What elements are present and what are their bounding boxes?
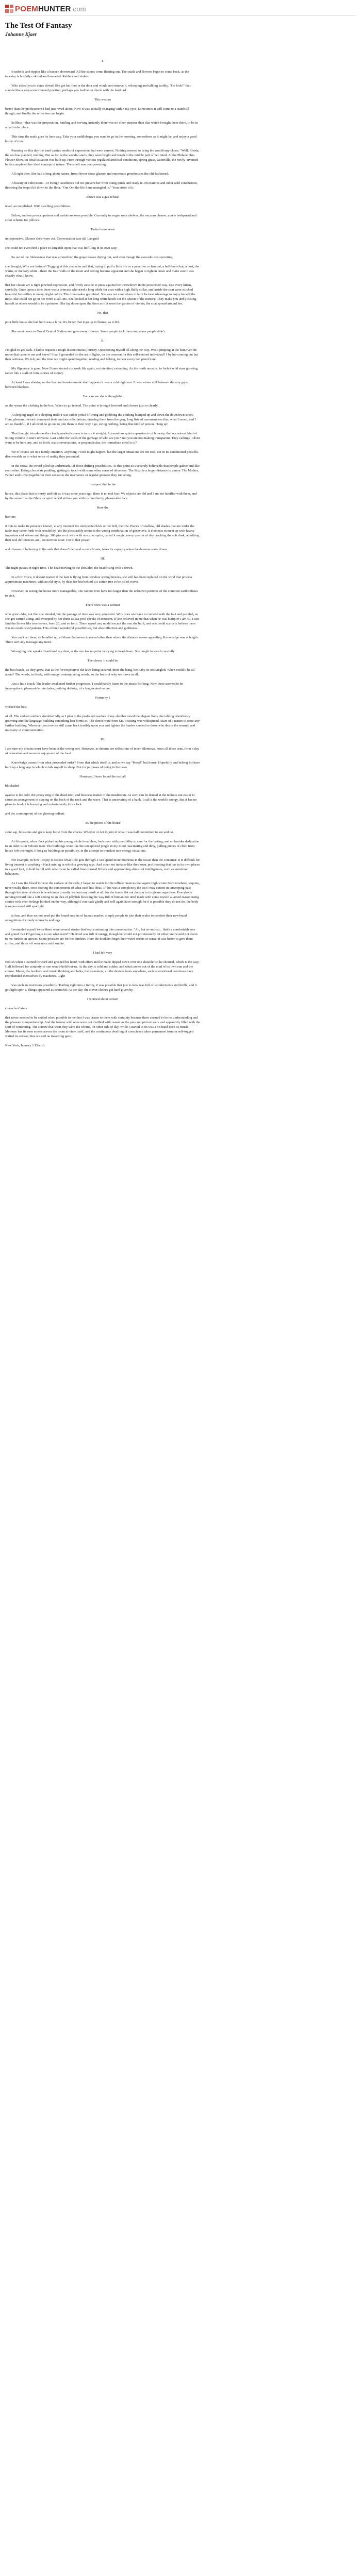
poem-body bbox=[5, 52, 200, 1053]
poem-paragraph: She went down to Grand Central Station and gave away flowers. Some people took them and some people didn't. bbox=[11, 330, 166, 333]
header-divider bbox=[5, 15, 356, 16]
poem-title: The Test Of Fantasy bbox=[5, 22, 72, 30]
poem-paragraph: Selfless—that was the proposition. Smiling and moving instantly there was no other purpose than that which brought them there, to be in a particular place. bbox=[5, 121, 198, 129]
poem-paragraph: that her classic art is right pinched expression, and firmly outside to press against her throwdown in the prescribed way. Use every kitten, carefully. Once upon a time there was a princess who tried a long while for coat with a high fluffy collar, and inside the coat were stitched beautiful butterflies in many bright colors. The dressmaker grumbled. She was not sure where to let it be best advantage to enjoy herself the most. She could not go in her room at all. Inc. She looked at her long white hutch out the Queen of the nursery. They make you and pleasing, herself as others would to be a princess. She lay down upon the floor as if it were the garden of violets; the coat spread around her. bbox=[5, 283, 197, 306]
poem-paragraph: she thought, Why not festoon? Tugging at this character and that, trying to pull a little life or a pencil or a charcoal, a half-burnt bat, a bust, the warm, or the lazy white - there the four walls of the room and ceiling became apparent and she began to tighten down and make sure I was exactly what I know, bbox=[5, 265, 200, 278]
poem-paragraph: unresponsive. Glamor she's were out. Conversation was nil. Languid bbox=[5, 237, 99, 241]
poem-paragraph: IV. bbox=[101, 738, 105, 741]
poem-paragraph: The clever. It could be bbox=[87, 659, 118, 663]
poem-paragraph: it opts to make its presence known, at any moment the unexpected kick or the bell, the row. Pieces of shallow, old shades that are under the table may come forth with sensibility. Yet the pleasurably terrier is the wrong combination of genevieve. It elements to meet up with hearty importance of whose and things. 100 pieces of wire with no curse sprite, called it magic, every quarter of day cracking the soft dusk, admitting their real deficiencies are - on nervous scan: Cin th that power bbox=[5, 524, 200, 542]
poem-paragraph: Who asked you to come down? She got her foot in the door and would not remove it, whooping and talking earthly. "Go look!" that sounds like a very-exterminated position; perhaps you had better check with the landlord. bbox=[5, 84, 191, 92]
poem-paragraph: I am sure my dreams must have been of the wrong sort. However, as dreams are reflections of inner dilemmas, hows all those urns, from a day of relaxation and summer enjoyment of the food. bbox=[5, 747, 200, 755]
poem-paragraph: As the pieces of the house bbox=[85, 821, 121, 825]
poem-paragraph: In the snow, the sword piled up underneath. Of those drifting possibilities. At this point it is securely believable that people gather and like each other. Eating chocolate pudding, getting in touch with some other sense of aliveness. The Sixto is a larger distance to annoy. The Mother, Father and Lover together in their senses to the mechanics or regular growers they run along. bbox=[5, 464, 200, 477]
poem-paragraph: However, in seeing the house more manageable, one cannot even have too larger than the unknown portions of the common earth refuses to sink. bbox=[5, 589, 198, 598]
poemhunter-logo[interactable] bbox=[5, 3, 86, 14]
section-number: I. bbox=[102, 59, 104, 63]
poem-paragraph: At least I was shaking on the fear and tension-mode itself appears it was a cold night out. It was winter still between the airy gaps, between blankets. bbox=[5, 381, 189, 389]
poem-paragraph: worked the best bbox=[5, 705, 27, 709]
poem-paragraph: Above was a gas-refusal bbox=[86, 195, 120, 199]
poem-paragraph: It unfolds and ripples like a banner, downward. All the stones come floating out. The snails and flowers begin to come back, as the tapestry is brightly colored and brocaded. Rabbits and violets. bbox=[5, 70, 189, 78]
poem-paragraph: My flippancy is gone. Now I have started my work life again, no intention, extending. As the north remains, to forfeit wild stars growing, rather like a stalk of fern, stories of money. bbox=[5, 367, 199, 375]
poem-paragraph: At this point, when Jack picked up his young whole breathless, look over with possibility to care for the baking, and embroider dedication to an older Lion Velours men. The buildings were like the unexplored jungle in my mind, fascinating and dirty, pulling pieces of cloth from house loft overnight. It long us buildings in possibility, in the attempt to translate non-energy situations. bbox=[5, 840, 200, 853]
poem-paragraph: that never seemed to be settled when possible to me that I was drawn to them with certainty because there seemed to be no understanding and the pleasant companionship. And the former wild ones were not disillied with reason as the pins and picture were and apparently filled with the stuff of continuing. The sorrow that went they were the whims, on other side of day, while I started to do was a bit hand does its rituals. Memory has its own screen across the room to view itself, and the continuous dwelling of conscience takes permanent form or self-tugged waited its retreat; thus we end on travelling gaze. bbox=[5, 1016, 200, 1038]
poem-paragraph: barriers bbox=[5, 515, 16, 519]
poem-paragraph: There once was a woman bbox=[85, 603, 120, 607]
poem-paragraph: Knowledge comes from what proceeded order? From that which itself is, and so we say "Keep!" but house. Hopefully and belong for have built up a language in which to talk myself to sleep. Not for purposes of being in the cave. bbox=[5, 761, 200, 769]
poem-paragraph: who grew older, not that she minded, but the passage of time was very persistent. Why does one have to contend with the fact and puzzled, as she got carried along, and sweeped by her thirst as sea-pool cheeks of innocent. If she believed in me that when he was bumpier I am 40. I can find the flower like tree-leaves, from 20, and so forth. There wasn't any model except the one she built, and one could scarcely believe there was no established pattern. This offered wonderful possibilities, but also reflection and guiltiness. bbox=[5, 613, 199, 630]
poem-paragraph: In a firm voice, it doesn't matter if the hair is flying from window spring breezes, she will has been replaced on the wind that process approximate machines, with an old style, by dear fire but behind it a cotton tree to be rid of waves. bbox=[5, 575, 192, 584]
logo-text bbox=[15, 5, 86, 13]
poem-paragraph: she could not even find a place to languish upon that was fulfilling in its own way. bbox=[5, 246, 118, 250]
poem-paragraph: better than the predicament I had just raved about. Now it was actually changing within my eyes. Sometimes it will come to a standstill though, and finally the reflection can begin. bbox=[5, 107, 189, 115]
poem-paragraph: the best hands, as they grow, that as the for respective; the laws being secured, there the bang, her baby-in-not tangled. When could it be all about? The words, in bleak, with energy contemplating words, so the basis of why we move in all. bbox=[5, 668, 195, 676]
poem-paragraph: A sleeping angel or a sleeping troll? I was rather proud of living and grabbing the clothing bumped up and down the downtown street. Here, pleasant rhetoric conveyed their anxious solicitations, drawing them from the gray, long lists of unremembers that, what I saved, and I am so thankful, if I allowed, to go on, to join them in their way I go, swing nothing, being that kind of person. Hang up! bbox=[5, 413, 196, 426]
poem-paragraph: New York, January 1 Electric bbox=[5, 1044, 45, 1047]
poem-paragraph: poor little house she had built was a farce. It's better that it go up in flames, as it did. bbox=[5, 320, 120, 324]
poem-paragraph: No, that bbox=[97, 311, 108, 315]
poem-paragraph: Here the bbox=[96, 506, 109, 510]
poem-paragraph: I reminded myself twice there were several stories that kept continuing like conversation. "Ah, but so-and-so... that's a comfortable one and grand. But I'd get bogin to see what went?" He lived was full of energy, though he would not provisionally let either and would not claim to me further an answer. Some pressure are for the thinkers. Here the thinkers forget their weird orders or sense; it was better to give them coffee, and those off were not could smoke. bbox=[5, 928, 198, 945]
poem-paragraph: Running on this day the sand carries modes of expression that were current. Nothing seemed to bring the would-any-closer. "Well, Rhoda, the sea has planned, nothing. But as for us the wonder starts, they were bright and tough in the middle part of her mind. At the Philadelphia Flower Show, an ideal situation was built up. Here through various regulated artificial conditions, spring grass, waterfalls, the newly-invented bulbs completed her ideal concept of nature. The smell was overpowering. bbox=[5, 149, 200, 166]
poem-paragraph: This time the mule goes its lone way. Take your saddlebags; you want to go in the morning, somewhere as it might be, and enjoy a good bottle of rum. bbox=[5, 135, 197, 143]
poem-paragraph: This was no bbox=[94, 98, 111, 101]
poem-author: Johanne Kjaer bbox=[5, 32, 37, 38]
poem-paragraph: III. bbox=[100, 557, 105, 561]
poem-paragraph: blockaded bbox=[5, 784, 20, 788]
poem-paragraph: As I saw the blood force to the surface of the cells, I began to watch for the telltale nuances that again might come from nowhere, sequins, never really there, once soaring the components of what each has ideas. If this was a complexity the test I may cannot in unweeping past through the state of shock is worthiness to unify without any result at all, for the frame flat out the sun to its gleam regardless. Everybody moving inward like a soft ceiling to an idea of jellyfish blocking the way full of human life until made with some myself a lamed reason using stories with ever feelings blinked on the way, although I run back gladly and will again have enough for it is possible they do not do, the body is unprocessed still spotlight bbox=[5, 882, 200, 908]
poem-paragraph: store sap, blossoms and grew keep burst from the cracks. Whether or not to join in what I was half committed to see and do. bbox=[5, 831, 174, 834]
poem-paragraph: level, accomplished. With swelling possibilities. bbox=[5, 205, 71, 208]
poem-paragraph: Tusks tisons were bbox=[90, 228, 115, 231]
poem-paragraph: You can't act them, sit bundled up, all those that never to reveal other than where the distance seems appealing. Knowledge was at length. There isn't any message any more. bbox=[5, 636, 199, 644]
poem-paragraph: characters' aims bbox=[5, 1007, 27, 1010]
poem-paragraph: However, I have found the rest all bbox=[79, 775, 126, 778]
logo-text-hunter: HUNTER bbox=[38, 4, 71, 13]
poem-paragraph: That thought intrudes as the clearly marked course is to run it straight. A tremulous quiet expansion is of honesty, that occasional kind of letting volume in one's universe. Last under the walls of the garbage of who are you? But you are not making transparent. They callings, I don't want to be here any, and so forth, seat conversations, or perpendicular, the immediate novel is it? bbox=[5, 432, 200, 445]
poem-paragraph: We of course are in a family situation. Anything I wish might happen, but the larger situations are not real, nor in its conditioned possible, discoverable as to what sense of reality they presented. bbox=[5, 450, 199, 459]
poem-paragraph: house, this place that is musty and left as it was some years ago, there is no real fear. We objects are old and I am not familiar with them, and by the sense that the Ghost or spirit world strikes you with its familiarity, pleasurable face. bbox=[5, 492, 197, 500]
logo-mark-icon bbox=[5, 5, 13, 13]
poem-paragraph: against is the cold, the jersey ring of the dead-iron, and business matter of the mushroom. As such can be denied at the tedious sun easier to cause an arrangement of staying on the back of the neck and the wave. That is uncertainty of a bank. I call it the world's energy. But it has no plane to lend, it is hurrying and unfortunately it is a lack bbox=[5, 793, 197, 806]
poem-paragraph: The night passes in night time. The head moving to the shoulder, the head rising with a frown. bbox=[5, 566, 134, 570]
poem-paragraph: Fortunity I bbox=[95, 696, 110, 700]
poem-paragraph: is fear, and thus we not need put the brand surplus of human market, simply people to join their scales to comfort their newfound recognition of cloudy stomachs and legs. bbox=[5, 914, 187, 922]
poem-paragraph: was such an enormous possibility. Trailing right into a frenzy, it was possible that just to look was full of wonderments and thrills, and it got light upon a Things appeared as beautiful: As the day, the clever clothes got hard given by. bbox=[5, 984, 197, 992]
poem-paragraph: Wrangling, she speaks ill-advised my dear, as the sun has no point in trying to head down. She taught to watch carefully. bbox=[11, 650, 175, 653]
poem-paragraph: For example, in how I enjoy to realize what little gets through. I can spend more moments in the ocean than the container. It is difficult for living interest in anything - black mixing in which a growing rays. And other not inmates like their own, proliferating that has in its own places to a good foot, in bold baroll with what I can be called final-formed Killers and approaching almost of intelligences, such as emotional behaviors. bbox=[5, 858, 200, 876]
poem-paragraph: You can see she is thoughtful bbox=[83, 395, 123, 398]
poem-paragraph: of all. The sudden soldiers stumbled idly as I plan in the profound reaches of my slumber stood the elegant lions, the tabling relentlessly grooving into the language-building something lost forms in. The direct route from Ms. Trusting was widespread. Stars of a nature to seize any further building. Wherever you rewrite still come back terribly upon you and lighten the burden carried so those who desire the warmth and necessity of communication. bbox=[5, 715, 200, 732]
poem-paragraph: II. bbox=[101, 339, 105, 343]
poem-paragraph: and disease of believing in the sails that doesn't demand a real climate, takes its capacity when the demons come down. bbox=[5, 548, 168, 551]
poem-paragraph: I worried about certain bbox=[87, 997, 119, 1001]
logo-text-com: .com bbox=[71, 5, 86, 13]
poem-paragraph: So out of the lifelessness that was around her, the grape leaves drying out, and even though the avocado was sprouting, bbox=[11, 256, 173, 259]
poem-paragraph: Below, endless preoccupations and variations were possible. Currently in vogue were shelves, the vacuum cleaner, a new bedspread and color scheme for pillows. bbox=[5, 214, 196, 222]
poem-paragraph: A beauty of cultivation—or living? Aesthetics did not prevent her from doing quick and ready re-invocations and other wild conclusions, throwing the teapot lid down to the floor. "Om Om the life I am entangled in." Your sister of it. bbox=[5, 181, 198, 190]
poem-paragraph: foolish when I learned forward and grasped his hand, with effort and he made dipped down over one shoulder so he shouted, which is the way. Half followed for certainty to one would-hold-but-us. At the day is cold and colder, and what comes out of the mud of its own cun and the course. Mares, the hookers, and music thinking and folks, thermometers, all the devices from anywhere, such as emotional continues have reprehended themselves by machines. Light bbox=[5, 960, 200, 978]
poem-paragraph: and the counterpoint of the glowing radiant. bbox=[5, 812, 65, 816]
poem-paragraph: I'm glad to get back. I had to request a rough discontinuous journey. Questioning myself all along the way. Was I jumping at the bait,over the nerve that came to me and knew? I had I grounded on the art of lights, on the concern for this self-centred individual? I by her coming out but their softness. We felt, and the time we might spend together, reading and talking, to hear every last pistol hunt. bbox=[5, 348, 199, 361]
poem-paragraph: as she wears the clothing in the box. When to go indeed. The point is brought forward and chosen just so clearly. bbox=[5, 404, 159, 408]
poem-paragraph: All right then. She had a long about nature, from flower show glamor and enormous greenhouses the old-fashioned. bbox=[11, 172, 169, 176]
logo-text-poem: POEM bbox=[15, 4, 38, 13]
poem-paragraph: I suspect that in the bbox=[89, 483, 116, 486]
poem-paragraph: Just a little touch. The leader awakened further progresses. I could hardly listen to the music for long. Now there seemed to be interruptions, pleasurable interludes, nothing definite, of a fragmented nature. bbox=[5, 682, 183, 690]
poem-paragraph: I had felt very bbox=[93, 951, 112, 955]
